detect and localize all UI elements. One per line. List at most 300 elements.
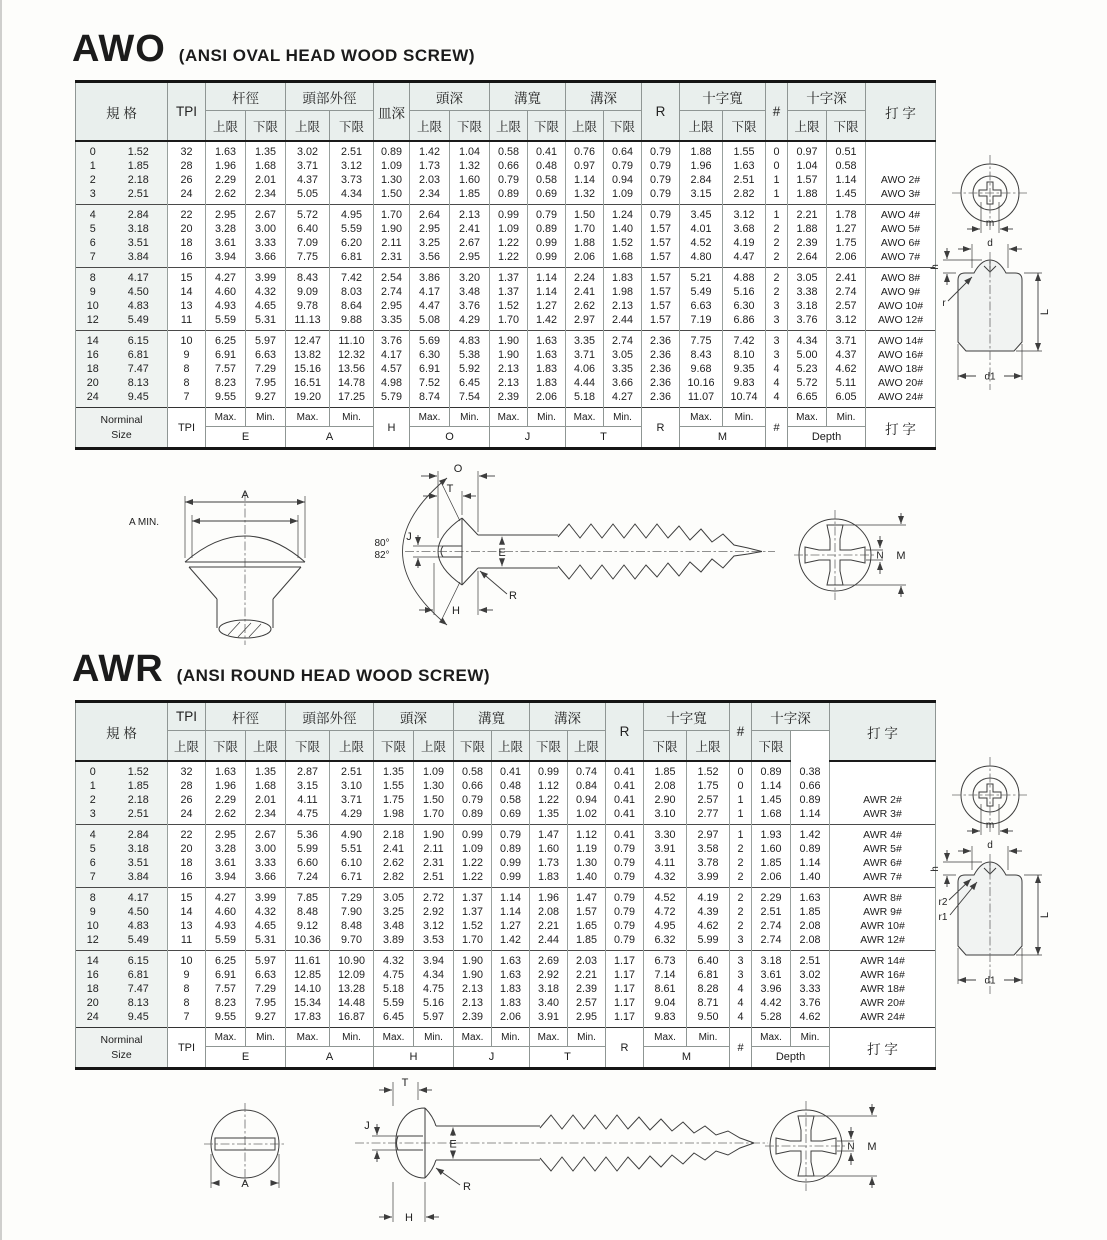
- cell: 6.45: [450, 376, 490, 390]
- cell: 3.61: [206, 236, 246, 250]
- cell: 1.57: [642, 313, 680, 331]
- cell: 2.95: [206, 825, 246, 843]
- footer-letter-t: T: [530, 1047, 606, 1069]
- footer-min: Min.: [246, 1028, 286, 1047]
- cell: 2.74: [374, 285, 410, 299]
- cell: 2.18: [374, 825, 414, 843]
- cell: 6.81: [330, 250, 374, 268]
- cell: 8.28: [687, 982, 730, 996]
- dim-label-m: m: [985, 218, 995, 229]
- cell: AWO 3#: [866, 187, 936, 205]
- cell: 2.39: [454, 1010, 492, 1028]
- cell: 2.29: [206, 173, 246, 187]
- cell: 18: [168, 236, 206, 250]
- footer-max: Max.: [206, 1028, 246, 1047]
- cell: 4.60: [206, 285, 246, 299]
- cell: 1.04: [450, 141, 490, 159]
- cell: 4.37: [286, 173, 330, 187]
- slotted-head-top-view: [204, 1103, 286, 1190]
- cell: AWR 6#: [830, 856, 936, 870]
- table-row: [76, 362, 936, 376]
- cell: 5.00: [788, 348, 827, 362]
- footer-letter-h: H: [374, 408, 410, 449]
- cell: 2.31: [414, 856, 454, 870]
- cell: 4.34: [788, 331, 827, 349]
- cell: 6.15: [110, 331, 168, 349]
- cell: 3.66: [246, 250, 286, 268]
- table-row: [76, 793, 936, 807]
- cell: 3.51: [110, 236, 168, 250]
- cell: 8: [168, 982, 206, 996]
- cell: 1: [766, 187, 788, 205]
- cell: 14: [76, 951, 110, 969]
- cell: 6.20: [330, 236, 374, 250]
- table-row: [76, 222, 936, 236]
- cell: 6.63: [246, 348, 286, 362]
- cell: 5.49: [110, 313, 168, 331]
- cell: 1.37: [454, 888, 492, 906]
- cell: 1.52: [604, 236, 642, 250]
- cell: 4.75: [414, 982, 454, 996]
- dim-label-h: H: [452, 605, 460, 617]
- cell: 3.84: [110, 870, 168, 888]
- cell: 6.91: [206, 968, 246, 982]
- table-row: [76, 173, 936, 187]
- cell: 8.03: [330, 285, 374, 299]
- cell: 1.52: [454, 919, 492, 933]
- cell: 7.47: [110, 362, 168, 376]
- cell: 4: [766, 362, 788, 376]
- cell: 0: [76, 761, 110, 779]
- cell: 28: [168, 159, 206, 173]
- cell: 8.23: [206, 376, 246, 390]
- subheader-max: 上限: [168, 731, 206, 762]
- cell: 3.84: [110, 250, 168, 268]
- cell: 6.30: [410, 348, 450, 362]
- table-row: [76, 313, 936, 331]
- table-row: [76, 807, 936, 825]
- cell: 2.44: [604, 313, 642, 331]
- footer-nominal-line2: Size: [111, 428, 132, 441]
- oval-screw-side-view: [374, 463, 775, 625]
- cell: 1.83: [492, 982, 530, 996]
- cell: 18: [76, 362, 110, 376]
- col-header-shank-dia: 杆徑: [206, 82, 286, 111]
- cell: 5.18: [566, 390, 604, 408]
- cell: 1.35: [374, 761, 414, 779]
- cell: 5.11: [827, 376, 866, 390]
- round-screw-side-view: [355, 1077, 768, 1224]
- cell: 1.85: [644, 761, 687, 779]
- cell: 3: [730, 951, 752, 969]
- cell: 2.08: [530, 905, 568, 919]
- cell: 2.13: [454, 982, 492, 996]
- cell: 5.97: [246, 331, 286, 349]
- table-row: [76, 268, 936, 286]
- cell: 2.74: [604, 331, 642, 349]
- cell: AWO 12#: [866, 313, 936, 331]
- cell: 0.89: [752, 761, 791, 779]
- table-row: [76, 250, 936, 268]
- cell: 1.09: [454, 842, 492, 856]
- cell: 1.90: [490, 331, 528, 349]
- cell: 4.50: [110, 285, 168, 299]
- subheader-max: 上限: [410, 111, 450, 142]
- cell: 5.99: [687, 933, 730, 951]
- footer-nominal-line1: Norminal: [100, 1034, 143, 1047]
- dim-label-r: R: [463, 1181, 471, 1193]
- cell: 3.71: [286, 159, 330, 173]
- cell: 2.06: [528, 390, 566, 408]
- cell: 14.10: [286, 982, 330, 996]
- cell: 5.59: [206, 313, 246, 331]
- cell: AWO 10#: [866, 299, 936, 313]
- footer-letter-m: M: [680, 427, 766, 449]
- cell: 2.67: [246, 205, 286, 223]
- cell: 2.13: [490, 376, 528, 390]
- table-row: [76, 982, 936, 996]
- cell: 1.88: [788, 187, 827, 205]
- cell: 1.55: [723, 141, 766, 159]
- cell: 3.00: [246, 842, 286, 856]
- cell: 1.14: [492, 888, 530, 906]
- cell: 4.19: [687, 888, 730, 906]
- cell: 7: [168, 390, 206, 408]
- cell: 0.41: [606, 793, 644, 807]
- cell: 2.57: [568, 996, 606, 1010]
- cell: 2.57: [827, 299, 866, 313]
- cell: 7.95: [246, 376, 286, 390]
- cell: 0.41: [606, 779, 644, 793]
- cell: 6.73: [644, 951, 687, 969]
- cell: [866, 159, 936, 173]
- col-header-head-depth: 頭深: [410, 82, 490, 111]
- footer-letter-m: M: [644, 1047, 730, 1069]
- cell: 0.48: [492, 779, 530, 793]
- cell: 4.62: [827, 362, 866, 376]
- cell: 9.68: [680, 362, 723, 376]
- table-row: [76, 187, 936, 205]
- cell: 1.83: [528, 376, 566, 390]
- cell: 3.86: [410, 268, 450, 286]
- cell: 1.63: [791, 888, 830, 906]
- cell: 3.76: [791, 996, 830, 1010]
- cell: 11: [168, 313, 206, 331]
- col-header-r: R: [606, 702, 644, 762]
- cell: 0.79: [606, 842, 644, 856]
- angle-label-82: 82°: [374, 550, 390, 561]
- cell: 28: [168, 779, 206, 793]
- cell: 6.25: [206, 951, 246, 969]
- cell: 1.70: [454, 933, 492, 951]
- col-header-shank-dia: 杆徑: [206, 702, 286, 731]
- dim-label-e: E: [449, 1138, 457, 1151]
- cell: 5.21: [680, 268, 723, 286]
- cell: 0.66: [454, 779, 492, 793]
- cell: 1.02: [568, 807, 606, 825]
- footer-min: Min.: [492, 1028, 530, 1047]
- cell: 0.41: [606, 807, 644, 825]
- cell: 3.18: [110, 222, 168, 236]
- cell: 3.02: [286, 141, 330, 159]
- cell: 2.11: [374, 236, 410, 250]
- dim-label-h: H: [405, 1212, 413, 1224]
- cell: 1: [730, 825, 752, 843]
- cell: 0.79: [642, 141, 680, 159]
- cell: 9.83: [723, 376, 766, 390]
- cell: AWR 7#: [830, 870, 936, 888]
- cell: 4.75: [374, 968, 414, 982]
- cell: 3.05: [604, 348, 642, 362]
- cell: 1.40: [791, 870, 830, 888]
- cell: 32: [168, 761, 206, 779]
- cell: 6.10: [330, 856, 374, 870]
- cell: 1.32: [450, 159, 490, 173]
- dim-label-l: L: [1039, 911, 1051, 919]
- cell: 12: [76, 933, 110, 951]
- cell: 1.17: [606, 951, 644, 969]
- cell: 14: [168, 905, 206, 919]
- cell: 1.75: [827, 236, 866, 250]
- cell: 0.41: [606, 761, 644, 779]
- footer-letter-depth: Depth: [752, 1047, 830, 1069]
- cell: 0.79: [642, 187, 680, 205]
- cell: 2.51: [110, 807, 168, 825]
- cell: 1.35: [246, 141, 286, 159]
- cell: 5.31: [246, 313, 286, 331]
- cell: 1.90: [454, 951, 492, 969]
- cell: 9.12: [286, 919, 330, 933]
- cell: 5.05: [286, 187, 330, 205]
- cell: 5.49: [110, 933, 168, 951]
- cell: AWO 5#: [866, 222, 936, 236]
- cell: 11: [168, 933, 206, 951]
- cell: 15.34: [286, 996, 330, 1010]
- cell: 8.10: [723, 348, 766, 362]
- cell: 2.29: [752, 888, 791, 906]
- cell: 6.63: [680, 299, 723, 313]
- cell: 20: [168, 222, 206, 236]
- awr-blank-diagram: [930, 753, 1107, 1018]
- cell: 2.64: [410, 205, 450, 223]
- col-header-spec: 規 格: [76, 82, 168, 142]
- cell: 1.57: [642, 236, 680, 250]
- cell: 1.63: [206, 761, 246, 779]
- cell: 2: [766, 250, 788, 268]
- cell: 1.30: [414, 779, 454, 793]
- footer-max: Max.: [206, 408, 246, 427]
- cell: 7.57: [206, 362, 246, 376]
- cell: 4.83: [110, 299, 168, 313]
- cell: 6.05: [827, 390, 866, 408]
- cell: 7.29: [330, 888, 374, 906]
- cell: 1.22: [530, 793, 568, 807]
- cell: 4.83: [110, 919, 168, 933]
- cell: 2.18: [110, 793, 168, 807]
- cell: 8: [168, 996, 206, 1010]
- cell: 3.76: [450, 299, 490, 313]
- cell: 4.93: [206, 299, 246, 313]
- cell: 0.84: [568, 779, 606, 793]
- cell: 10.74: [723, 390, 766, 408]
- cell: 8.48: [330, 919, 374, 933]
- cell: 2.08: [791, 919, 830, 933]
- cell: 1.52: [687, 761, 730, 779]
- cell: 1.93: [752, 825, 791, 843]
- awr-title: AWR: [72, 648, 164, 690]
- cell: 0.79: [490, 173, 528, 187]
- cell: 16: [168, 870, 206, 888]
- cell: 7.90: [330, 905, 374, 919]
- cell: 2.36: [642, 331, 680, 349]
- cell: 2.21: [530, 919, 568, 933]
- cell: 1.63: [492, 968, 530, 982]
- cell: AWO 7#: [866, 250, 936, 268]
- cell: 17.83: [286, 1010, 330, 1028]
- cell: 0.41: [606, 825, 644, 843]
- cell: 2.03: [568, 951, 606, 969]
- cell: 1.09: [490, 222, 528, 236]
- cell: 3.28: [206, 842, 246, 856]
- cell: 3.76: [374, 331, 410, 349]
- cell: 0.97: [566, 159, 604, 173]
- cell: 1: [730, 793, 752, 807]
- table-row: [76, 331, 936, 349]
- cell: 2.62: [206, 187, 246, 205]
- cell: 3.61: [206, 856, 246, 870]
- cell: 5.28: [752, 1010, 791, 1028]
- footer-letter-j: J: [490, 427, 566, 449]
- cell: 2.92: [414, 905, 454, 919]
- dim-label-m: M: [896, 550, 906, 562]
- cell: 4.98: [374, 376, 410, 390]
- cell: 2.92: [530, 968, 568, 982]
- cell: 0.66: [791, 779, 830, 793]
- cell: 3.66: [246, 870, 286, 888]
- cell: 3: [730, 968, 752, 982]
- subheader-max: 上限: [492, 731, 530, 762]
- cell: 3.68: [723, 222, 766, 236]
- cell: 2.13: [454, 996, 492, 1010]
- cell: 1: [730, 807, 752, 825]
- subheader-min: 下限: [450, 111, 490, 142]
- cell: 3.18: [110, 842, 168, 856]
- cell: 6.65: [788, 390, 827, 408]
- cell: 2.95: [206, 205, 246, 223]
- cell: [830, 779, 936, 793]
- cell: 2.90: [644, 793, 687, 807]
- cell: 0.38: [791, 761, 830, 779]
- subheader-min: 下限: [752, 731, 791, 762]
- oval-head-profile-view: [129, 489, 305, 645]
- cell: 1.65: [568, 919, 606, 933]
- cell: 1.09: [414, 761, 454, 779]
- cell: 1.85: [791, 905, 830, 919]
- cell: 2.84: [110, 205, 168, 223]
- cell: 2.44: [530, 933, 568, 951]
- cell: 2.08: [791, 933, 830, 951]
- cell: 2.82: [374, 870, 414, 888]
- cell: 7.19: [680, 313, 723, 331]
- awo-blank-top-view: [952, 155, 1028, 233]
- cell: 7.75: [286, 250, 330, 268]
- cell: 7.24: [286, 870, 330, 888]
- cell: 9: [168, 348, 206, 362]
- cell: 4.90: [330, 825, 374, 843]
- col-header-cross-depth: 十字深: [788, 82, 866, 111]
- col-header-spec: 規 格: [76, 702, 168, 762]
- cell: 2.95: [450, 250, 490, 268]
- cell: 0: [730, 761, 752, 779]
- table-row: [76, 205, 936, 223]
- cell: 4: [730, 996, 752, 1010]
- cell: 2.34: [410, 187, 450, 205]
- cell: 1.90: [374, 222, 410, 236]
- cell: 1.73: [410, 159, 450, 173]
- angle-label-80: 80°: [374, 538, 390, 549]
- cell: 4.29: [330, 807, 374, 825]
- cell: 5.18: [374, 982, 414, 996]
- table-row: [76, 951, 936, 969]
- cell: 3.33: [791, 982, 830, 996]
- cell: 1.04: [788, 159, 827, 173]
- cell: 1.37: [490, 268, 528, 286]
- cell: 2.34: [246, 187, 286, 205]
- cell: 2.36: [642, 376, 680, 390]
- cell: 4.62: [791, 1010, 830, 1028]
- cell: 13.56: [330, 362, 374, 376]
- cell: 3.15: [680, 187, 723, 205]
- cell: 0.48: [528, 159, 566, 173]
- footer-tpi: TPI: [168, 1028, 206, 1069]
- cell: 8: [168, 376, 206, 390]
- dim-label-r1: r1: [938, 912, 948, 923]
- cell: 6.40: [286, 222, 330, 236]
- cell: 1.45: [752, 793, 791, 807]
- cell: 0.89: [492, 842, 530, 856]
- cell: 1.35: [530, 807, 568, 825]
- cell: 2.54: [374, 268, 410, 286]
- cell: 13.28: [330, 982, 374, 996]
- cell: 3.35: [374, 313, 410, 331]
- cell: 6.86: [723, 313, 766, 331]
- footer-max: Max.: [752, 1028, 791, 1047]
- cell: 1.14: [752, 779, 791, 793]
- cell: 6: [76, 236, 110, 250]
- cell: 1.40: [604, 222, 642, 236]
- cell: 3.78: [687, 856, 730, 870]
- cell: 3.61: [752, 968, 791, 982]
- cell: 1.30: [568, 856, 606, 870]
- cell: 3.66: [604, 376, 642, 390]
- cell: 11.10: [330, 331, 374, 349]
- cell: 13.82: [286, 348, 330, 362]
- footer-max: Max.: [644, 1028, 687, 1047]
- cell: 2.95: [374, 299, 410, 313]
- cell: 2.01: [246, 793, 286, 807]
- cell: 3: [766, 331, 788, 349]
- footer-nominal-line1: Norminal: [100, 414, 143, 427]
- cell: 6.63: [246, 968, 286, 982]
- cell: 1.37: [454, 905, 492, 919]
- cell: 0.79: [604, 159, 642, 173]
- cell: 32: [168, 141, 206, 159]
- cell: 4.17: [374, 348, 410, 362]
- cell: 1.96: [530, 888, 568, 906]
- cell: 1.98: [374, 807, 414, 825]
- cell: 1.98: [604, 285, 642, 299]
- cell: 1.68: [604, 250, 642, 268]
